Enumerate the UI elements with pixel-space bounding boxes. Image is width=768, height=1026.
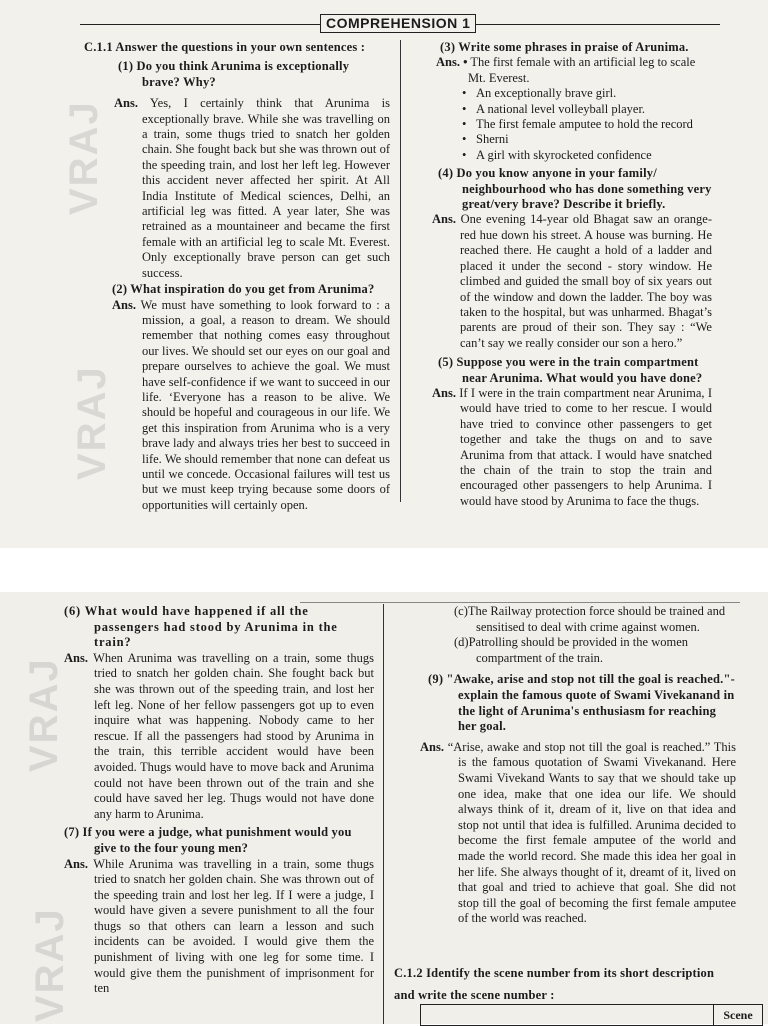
- watermark: VRAJ: [22, 657, 66, 772]
- left-column-top: [84, 40, 390, 513]
- scene-table: [420, 1004, 763, 1026]
- section-heading-2: [394, 962, 734, 1006]
- answer: Ans. While Arunima was travelling in a train, some thugs tried to snatch her golden chain. She was thrown out of the speeding train and lost her leg. If I were a judge, I would have given a severe punishment to all the four thugs so that others can learn a lesson and such incidents can be avoided. I would give them the punishment of living with one leg for some time. I would give them the punishment of imprisonment for ten: [64, 856, 374, 996]
- question: (9) "Awake, arise and stop not till the goal is reached."- explain the famous quote of Swami Vivekanand in the light of Arunima's enthusiasm for reaching her goal.: [428, 672, 735, 734]
- column-divider: [383, 604, 384, 1024]
- section-heading: [84, 40, 390, 55]
- list-item: • Sherni: [472, 132, 712, 147]
- answer: Ans. If I were in the train compartment near Arunima, I would have tried to come to her rescue. I would have tried to convince other passengers to get together and take the thugs on and to save Arunima from that attack. I would have snatched the chain of the train to stop the train and encouraged other passengers to help Arunima. I would have stood by Arunima to face the thugs.: [432, 385, 713, 508]
- section-instruction: Answer the questions in your own sentences :: [115, 40, 366, 54]
- table-cell: [421, 1005, 714, 1026]
- answer: Ans. One evening 14-year old Bhagat saw an orange-red hue down his street. A house was burning. He reached there. He caught a hold of a ladder and placed it under the second - story window. He climbed and guided the small boy of six years out of the window and down the ladder. The boy was taken to the hospital, but was unharmed. Bhagat’s parents are proud of their son. They say : “We can’t say we really consider our son a hero.”: [432, 212, 713, 350]
- scene-header: Scene: [714, 1005, 763, 1026]
- answer-label: Ans. • The first female with an artificial leg to scale Mt. Everest.: [436, 55, 696, 85]
- question: (2) What inspiration do you get from Arunima?: [112, 282, 375, 297]
- comprehension-title: COMPREHENSION 1: [320, 14, 476, 33]
- answer: Ans. We must have something to look forward to : a mission, a goal, a reason to dream. We should remember that nothing comes easy throughout our lives. We should set our eyes on our goal and prepare ourselves to achieve the goal. We must have self-confidence if we want to succeed in our life. ‘Everyone has a reason to be alive. We should be hopeful and courageous in our life. We get this inspiration from Arunima who is a very brave lady and always tries her best to succeed in life. We should remember that none can defeat us until we concede. Occasional failures will test us but we must keep trying because some doors of opportunities will certainly open.: [112, 297, 390, 512]
- right-column-bottom: [420, 604, 736, 927]
- section-instruction: Identify the scene number from its short description and write the scene number :: [394, 966, 715, 1002]
- question: (6) What would have happened if all the passengers had stood by Arunima in the train?: [64, 604, 338, 650]
- list-item: • An exceptionally brave girl.: [472, 86, 712, 101]
- watermark: VRAJ: [62, 100, 106, 215]
- page-rule: [300, 602, 740, 603]
- list-item: (c)The Railway protection force should be trained and sensitised to deal with crime against women.: [454, 604, 726, 634]
- section-number: C.1.2: [394, 966, 423, 980]
- answer: Ans. “Arise, awake and stop not till the goal is reached.” This is the famous quotation of Swami Vivekanand. Here Swami Vivekand Wants to say that we should take up one idea, make that one idea our life. We should always think of it, dream of it, live on that idea and stop not until that idea is fulfilled. Arunima decided to become the first female amputee of the world and made the world record. She made this idea her goal in her life. She always thought of it, dreamt of it, lived on that goal and tried to achieve that goal. She did not stop till the goal of becoming the first female amputee of the world was reached.: [420, 739, 737, 926]
- question: (4) Do you know anyone in your family/ neighbourhood who has done something very great/very brave? Describe it briefly.: [438, 166, 712, 212]
- list-item: (d)Patrolling should be provided in the women compartment of the train.: [454, 635, 688, 665]
- question: (5) Suppose you were in the train compartment near Arunima. What would you have done?: [438, 355, 703, 385]
- column-divider: [400, 40, 401, 502]
- watermark: VRAJ: [70, 365, 114, 480]
- right-column-top: [432, 40, 712, 509]
- page-gap: [0, 548, 768, 592]
- answer: Ans. Yes, I certainly think that Arunima is exceptionally brave. While she was travelling on a train, some thugs tried to snatch her golden chain. She fought back but she was thrown out of the speeding train, and lost her left leg. However this accident never affected her spirit. At All India Institute of Medical sciences, Delhi, an artificial leg was fitted. A year later, She was retrained as a mountaineer and became the first female with an artificial leg to scale Mt. Everest. Only exceptionally brave person can get such success.: [114, 96, 390, 280]
- praise-list: [432, 86, 712, 163]
- list-item: • The first female amputee to hold the record: [472, 117, 712, 132]
- watermark: VRAJ: [28, 907, 72, 1022]
- answer: Ans. When Arunima was travelling on a train, some thugs tried to snatch her golden chain. She fought back but she was thrown out of the speeding train, and lost her left leg. None of her fellow passengers got up to even inquire what was happening. Nobody came to her rescue. If all the passengers had stood by Arunima in the train, this terrible accident would have been avoided. Thugs would have to move back and Arunima could not have been thrown out of the train and she could have saved her leg. Thugs would not have done any harm to Arunima.: [64, 650, 375, 821]
- left-column-bottom: [64, 604, 374, 997]
- section-number: C.1.1: [84, 40, 113, 54]
- question: (1) Do you think Arunima is exceptionally brave? Why?: [118, 59, 350, 89]
- question: (3) Write some phrases in praise of Arunima.: [440, 40, 689, 54]
- list-item: • A girl with skyrocketed confidence: [472, 148, 712, 163]
- list-item: • A national level volleyball player.: [472, 102, 712, 117]
- question: (7) If you were a judge, what punishment would you give to the four young men?: [64, 825, 352, 855]
